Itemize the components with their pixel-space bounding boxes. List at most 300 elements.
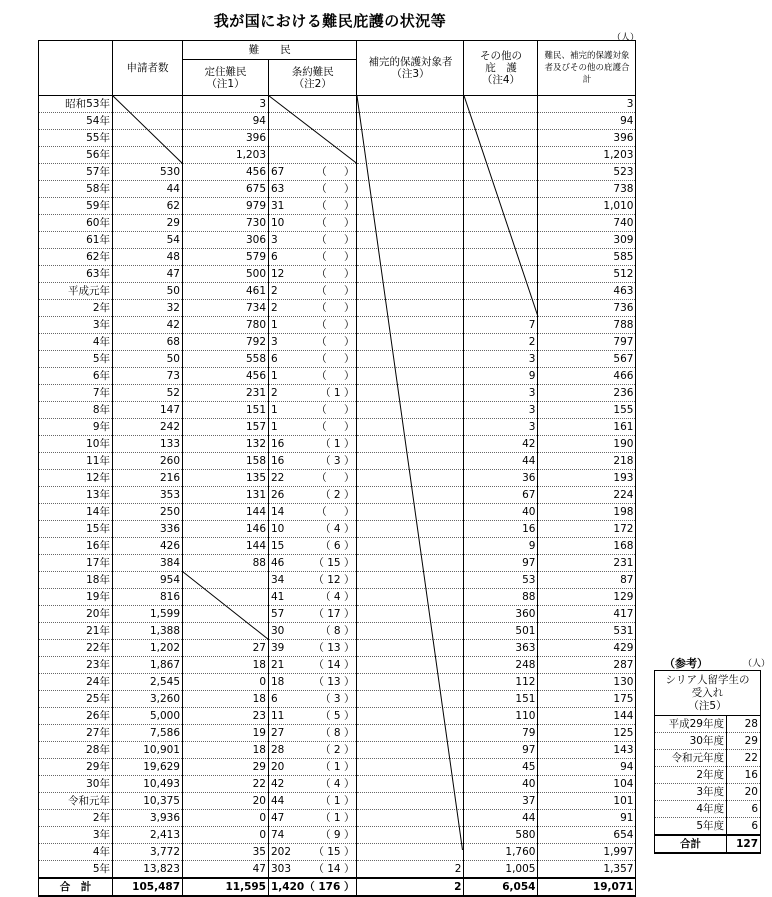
- resettled-cell: 146: [183, 521, 269, 538]
- other-cell: [464, 181, 538, 198]
- complementary-cell: [357, 793, 464, 810]
- convention-paren: （ ）: [316, 471, 355, 484]
- total-cell: 143: [538, 742, 636, 759]
- convention-value: 1: [271, 369, 278, 382]
- total-cell: 161: [538, 419, 636, 436]
- other-cell: 44: [464, 453, 538, 470]
- convention-value: 202: [271, 845, 292, 858]
- header-resettled: [183, 60, 269, 96]
- year-cell: 7年: [39, 385, 113, 402]
- header-convention-note: （注2）: [293, 77, 332, 90]
- convention-paren: （ ）: [316, 420, 355, 433]
- applicants-cell: [113, 113, 183, 130]
- total-cell: 87: [538, 572, 636, 589]
- convention-paren: （ ）: [316, 335, 355, 348]
- convention-value: 22: [271, 471, 285, 484]
- table-row: [39, 691, 636, 708]
- applicants-cell: 242: [113, 419, 183, 436]
- applicants-cell: 50: [113, 283, 183, 300]
- total-cell: 523: [538, 164, 636, 181]
- convention-value: 27: [271, 726, 285, 739]
- resettled-cell: [183, 606, 269, 623]
- convention-cell: [269, 538, 357, 555]
- year-cell: 9年: [39, 419, 113, 436]
- complementary-cell: [357, 181, 464, 198]
- year-cell: 28年: [39, 742, 113, 759]
- convention-paren: （ 3 ）: [320, 692, 355, 705]
- other-cell: 248: [464, 657, 538, 674]
- header-other: [464, 41, 538, 96]
- resettled-cell: 27: [183, 640, 269, 657]
- year-cell: 2年: [39, 300, 113, 317]
- convention-value: 34: [271, 573, 285, 586]
- table-row: [39, 861, 636, 879]
- total-cell: 190: [538, 436, 636, 453]
- applicants-cell: 2,545: [113, 674, 183, 691]
- table-row: [39, 453, 636, 470]
- total-applicants-cell: 105,487: [113, 878, 183, 896]
- convention-cell: [269, 827, 357, 844]
- table-row: [39, 334, 636, 351]
- resettled-cell: 23: [183, 708, 269, 725]
- resettled-cell: 19: [183, 725, 269, 742]
- resettled-cell: 35: [183, 844, 269, 861]
- convention-value: 47: [271, 811, 285, 824]
- resettled-cell: 151: [183, 402, 269, 419]
- other-cell: 112: [464, 674, 538, 691]
- reference-year-cell: 4年度: [655, 801, 727, 818]
- table-row: [39, 657, 636, 674]
- resettled-cell: 144: [183, 538, 269, 555]
- reference-value-cell: 16: [727, 767, 761, 784]
- total-resettled-cell: 11,595: [183, 878, 269, 896]
- complementary-cell: [357, 436, 464, 453]
- reference-unit: （人）: [743, 659, 771, 669]
- convention-paren: （ 13 ）: [313, 641, 355, 654]
- applicants-cell: 1,599: [113, 606, 183, 623]
- reference-value-cell: 6: [727, 818, 761, 836]
- convention-cell: [269, 198, 357, 215]
- convention-paren: （ ）: [316, 216, 355, 229]
- applicants-cell: 68: [113, 334, 183, 351]
- convention-paren: （ ）: [316, 199, 355, 212]
- complementary-cell: [357, 538, 464, 555]
- complementary-cell: [357, 402, 464, 419]
- resettled-cell: 18: [183, 742, 269, 759]
- convention-paren: （ ）: [316, 505, 355, 518]
- total-cell: 168: [538, 538, 636, 555]
- other-cell: 40: [464, 504, 538, 521]
- convention-cell: [269, 181, 357, 198]
- convention-value: 3: [271, 233, 278, 246]
- other-cell: 580: [464, 827, 538, 844]
- complementary-cell: [357, 96, 464, 113]
- convention-cell: [269, 164, 357, 181]
- reference-table: [654, 670, 761, 854]
- applicants-cell: 3,936: [113, 810, 183, 827]
- refugee-table: [38, 40, 636, 897]
- reference-row: [655, 716, 761, 733]
- table-row: [39, 589, 636, 606]
- convention-cell: [269, 96, 357, 113]
- applicants-cell: 353: [113, 487, 183, 504]
- resettled-cell: 0: [183, 674, 269, 691]
- applicants-cell: 52: [113, 385, 183, 402]
- year-cell: 12年: [39, 470, 113, 487]
- reference-value-cell: 20: [727, 784, 761, 801]
- other-cell: 110: [464, 708, 538, 725]
- complementary-cell: [357, 487, 464, 504]
- total-cell: 231: [538, 555, 636, 572]
- applicants-cell: 73: [113, 368, 183, 385]
- other-cell: 1,005: [464, 861, 538, 879]
- convention-value: 11: [271, 709, 285, 722]
- table-row: [39, 742, 636, 759]
- applicants-cell: [113, 130, 183, 147]
- year-cell: 16年: [39, 538, 113, 555]
- convention-paren: （ 14 ）: [313, 862, 355, 875]
- convention-cell: [269, 249, 357, 266]
- resettled-cell: 158: [183, 453, 269, 470]
- resettled-cell: 0: [183, 827, 269, 844]
- resettled-cell: 675: [183, 181, 269, 198]
- convention-cell: [269, 589, 357, 606]
- convention-paren: （ 6 ）: [320, 539, 355, 552]
- total-cell: 788: [538, 317, 636, 334]
- convention-paren: （ ）: [316, 301, 355, 314]
- other-cell: [464, 130, 538, 147]
- total-cell: 224: [538, 487, 636, 504]
- convention-cell: [269, 759, 357, 776]
- year-cell: 昭和53年: [39, 96, 113, 113]
- reference-year-cell: 令和元年度: [655, 750, 727, 767]
- convention-value: 44: [271, 794, 285, 807]
- applicants-cell: 50: [113, 351, 183, 368]
- table-row: [39, 402, 636, 419]
- resettled-cell: 29: [183, 759, 269, 776]
- convention-cell: [269, 606, 357, 623]
- complementary-cell: [357, 725, 464, 742]
- convention-cell: [269, 113, 357, 130]
- reference-header: [655, 671, 761, 716]
- applicants-cell: 47: [113, 266, 183, 283]
- year-cell: 11年: [39, 453, 113, 470]
- convention-value: 57: [271, 607, 285, 620]
- convention-value: 74: [271, 828, 285, 841]
- reference-value-cell: 22: [727, 750, 761, 767]
- convention-paren: （ 5 ）: [320, 709, 355, 722]
- year-cell: 17年: [39, 555, 113, 572]
- convention-value: 1: [271, 403, 278, 416]
- resettled-cell: 579: [183, 249, 269, 266]
- resettled-cell: [183, 623, 269, 640]
- year-cell: 58年: [39, 181, 113, 198]
- total-cell: 101: [538, 793, 636, 810]
- convention-value: 6: [271, 692, 278, 705]
- resettled-cell: 734: [183, 300, 269, 317]
- convention-cell: [269, 300, 357, 317]
- total-cell: 172: [538, 521, 636, 538]
- total-cell: 130: [538, 674, 636, 691]
- applicants-cell: 216: [113, 470, 183, 487]
- total-cell: 429: [538, 640, 636, 657]
- table-row: [39, 470, 636, 487]
- convention-paren: （ 15 ）: [313, 845, 355, 858]
- year-cell: 30年: [39, 776, 113, 793]
- total-cell: 125: [538, 725, 636, 742]
- applicants-cell: 10,901: [113, 742, 183, 759]
- convention-paren: （ 4 ）: [320, 590, 355, 603]
- other-cell: [464, 232, 538, 249]
- convention-paren: （ ）: [316, 403, 355, 416]
- applicants-cell: 260: [113, 453, 183, 470]
- convention-paren: （ 2 ）: [320, 743, 355, 756]
- table-row: [39, 164, 636, 181]
- convention-paren: （ 13 ）: [313, 675, 355, 688]
- header-resettled-note: （注1）: [206, 77, 245, 90]
- resettled-cell: 306: [183, 232, 269, 249]
- table-row: [39, 759, 636, 776]
- table-row: [39, 419, 636, 436]
- convention-cell: [269, 691, 357, 708]
- convention-cell: [269, 436, 357, 453]
- complementary-cell: [357, 521, 464, 538]
- convention-paren: （ 15 ）: [313, 556, 355, 569]
- convention-paren: （ ）: [316, 267, 355, 280]
- convention-value: 1: [271, 420, 278, 433]
- resettled-cell: 132: [183, 436, 269, 453]
- complementary-cell: [357, 589, 464, 606]
- resettled-cell: 1,203: [183, 147, 269, 164]
- reference-year-cell: 3年度: [655, 784, 727, 801]
- convention-cell: [269, 861, 357, 879]
- applicants-cell: 54: [113, 232, 183, 249]
- header-complementary-note: （注3）: [391, 68, 430, 80]
- applicants-cell: 426: [113, 538, 183, 555]
- complementary-cell: [357, 368, 464, 385]
- convention-cell: [269, 317, 357, 334]
- resettled-cell: 792: [183, 334, 269, 351]
- convention-value: 63: [271, 182, 285, 195]
- other-cell: [464, 164, 538, 181]
- header-applicants: 申請者数: [113, 41, 183, 96]
- applicants-cell: 10,493: [113, 776, 183, 793]
- convention-value: 2: [271, 301, 278, 314]
- other-cell: [464, 113, 538, 130]
- resettled-cell: 157: [183, 419, 269, 436]
- other-cell: 97: [464, 555, 538, 572]
- complementary-cell: [357, 334, 464, 351]
- table-row: [39, 198, 636, 215]
- other-cell: 42: [464, 436, 538, 453]
- applicants-cell: [113, 147, 183, 164]
- resettled-cell: 396: [183, 130, 269, 147]
- complementary-cell: [357, 249, 464, 266]
- table-row: [39, 504, 636, 521]
- complementary-cell: [357, 691, 464, 708]
- year-cell: 3年: [39, 827, 113, 844]
- reference-total-row: [655, 835, 761, 853]
- convention-paren: （ 1 ）: [320, 794, 355, 807]
- total-other-cell: 6,054: [464, 878, 538, 896]
- convention-cell: [269, 572, 357, 589]
- convention-cell: [269, 810, 357, 827]
- convention-paren: （ ）: [316, 250, 355, 263]
- resettled-cell: 461: [183, 283, 269, 300]
- complementary-cell: [357, 759, 464, 776]
- other-cell: 1,760: [464, 844, 538, 861]
- complementary-cell: [357, 470, 464, 487]
- applicants-cell: 147: [113, 402, 183, 419]
- table-row: [39, 215, 636, 232]
- convention-paren: （ 4 ）: [320, 522, 355, 535]
- reference-row: [655, 767, 761, 784]
- other-cell: 3: [464, 402, 538, 419]
- convention-cell: [269, 725, 357, 742]
- applicants-cell: 10,375: [113, 793, 183, 810]
- complementary-cell: 2: [357, 861, 464, 879]
- complementary-cell: [357, 453, 464, 470]
- convention-cell: [269, 623, 357, 640]
- year-cell: 平成元年: [39, 283, 113, 300]
- table-row: [39, 385, 636, 402]
- applicants-cell: 816: [113, 589, 183, 606]
- complementary-cell: [357, 742, 464, 759]
- convention-cell: [269, 283, 357, 300]
- reference-row: [655, 818, 761, 836]
- year-cell: 5年: [39, 861, 113, 879]
- convention-cell: [269, 708, 357, 725]
- complementary-cell: [357, 810, 464, 827]
- convention-value: 28: [271, 743, 285, 756]
- header-other-note: （注4）: [481, 74, 521, 86]
- convention-value: 12: [271, 267, 285, 280]
- table-row: [39, 725, 636, 742]
- complementary-cell: [357, 623, 464, 640]
- other-cell: [464, 147, 538, 164]
- year-cell: 61年: [39, 232, 113, 249]
- total-cell: 236: [538, 385, 636, 402]
- complementary-cell: [357, 300, 464, 317]
- convention-cell: [269, 368, 357, 385]
- convention-paren: （ 4 ）: [320, 777, 355, 790]
- convention-value: 6: [271, 250, 278, 263]
- complementary-cell: [357, 419, 464, 436]
- applicants-cell: 5,000: [113, 708, 183, 725]
- year-cell: 23年: [39, 657, 113, 674]
- year-cell: 10年: [39, 436, 113, 453]
- table-row: [39, 436, 636, 453]
- reference-value-cell: 28: [727, 716, 761, 733]
- table-row: [39, 844, 636, 861]
- complementary-cell: [357, 844, 464, 861]
- year-cell: 25年: [39, 691, 113, 708]
- complementary-cell: [357, 164, 464, 181]
- total-cell: 144: [538, 708, 636, 725]
- resettled-cell: 456: [183, 368, 269, 385]
- reference-header-line-2: 受入れ: [691, 686, 724, 699]
- reference-year-cell: 平成29年度: [655, 716, 727, 733]
- table-row: [39, 827, 636, 844]
- convention-value: 21: [271, 658, 285, 671]
- other-cell: 363: [464, 640, 538, 657]
- applicants-cell: 530: [113, 164, 183, 181]
- total-cell: 309: [538, 232, 636, 249]
- resettled-cell: 144: [183, 504, 269, 521]
- other-cell: 88: [464, 589, 538, 606]
- complementary-cell: [357, 776, 464, 793]
- resettled-cell: 500: [183, 266, 269, 283]
- complementary-cell: [357, 130, 464, 147]
- other-cell: 16: [464, 521, 538, 538]
- total-cell: 287: [538, 657, 636, 674]
- other-cell: 37: [464, 793, 538, 810]
- applicants-cell: [113, 96, 183, 113]
- other-cell: 97: [464, 742, 538, 759]
- convention-paren: （ 1 ）: [320, 760, 355, 773]
- header-year: [39, 41, 113, 96]
- reference-label: （参考）: [664, 657, 708, 670]
- convention-cell: [269, 776, 357, 793]
- resettled-cell: 131: [183, 487, 269, 504]
- complementary-cell: [357, 317, 464, 334]
- table-row: [39, 674, 636, 691]
- convention-value: 16: [271, 454, 285, 467]
- total-cell: 3: [538, 96, 636, 113]
- other-cell: 3: [464, 385, 538, 402]
- total-cell: 567: [538, 351, 636, 368]
- reference-value-cell: 29: [727, 733, 761, 750]
- convention-cell: [269, 742, 357, 759]
- other-cell: [464, 266, 538, 283]
- convention-cell: [269, 640, 357, 657]
- applicants-cell: 3,772: [113, 844, 183, 861]
- resettled-cell: 231: [183, 385, 269, 402]
- complementary-cell: [357, 232, 464, 249]
- convention-value: 2: [271, 284, 278, 297]
- other-cell: 9: [464, 538, 538, 555]
- year-cell: 4年: [39, 844, 113, 861]
- convention-cell: [269, 657, 357, 674]
- year-cell: 62年: [39, 249, 113, 266]
- reference-year-cell: 30年度: [655, 733, 727, 750]
- year-cell: 57年: [39, 164, 113, 181]
- reference-row: [655, 733, 761, 750]
- other-cell: 2: [464, 334, 538, 351]
- table-row: [39, 810, 636, 827]
- convention-cell: [269, 470, 357, 487]
- resettled-cell: 3: [183, 96, 269, 113]
- resettled-cell: 979: [183, 198, 269, 215]
- table-row: [39, 708, 636, 725]
- other-cell: 36: [464, 470, 538, 487]
- applicants-cell: 42: [113, 317, 183, 334]
- total-cell: 396: [538, 130, 636, 147]
- total-convention-cell: [269, 878, 357, 896]
- table-row: [39, 181, 636, 198]
- convention-paren: （ ）: [316, 284, 355, 297]
- year-cell: 24年: [39, 674, 113, 691]
- resettled-cell: 18: [183, 657, 269, 674]
- resettled-cell: 730: [183, 215, 269, 232]
- convention-cell: [269, 521, 357, 538]
- total-cell: 585: [538, 249, 636, 266]
- total-cell: 740: [538, 215, 636, 232]
- convention-paren: （ 1 ）: [320, 811, 355, 824]
- year-cell: 5年: [39, 351, 113, 368]
- resettled-cell: 558: [183, 351, 269, 368]
- applicants-cell: 29: [113, 215, 183, 232]
